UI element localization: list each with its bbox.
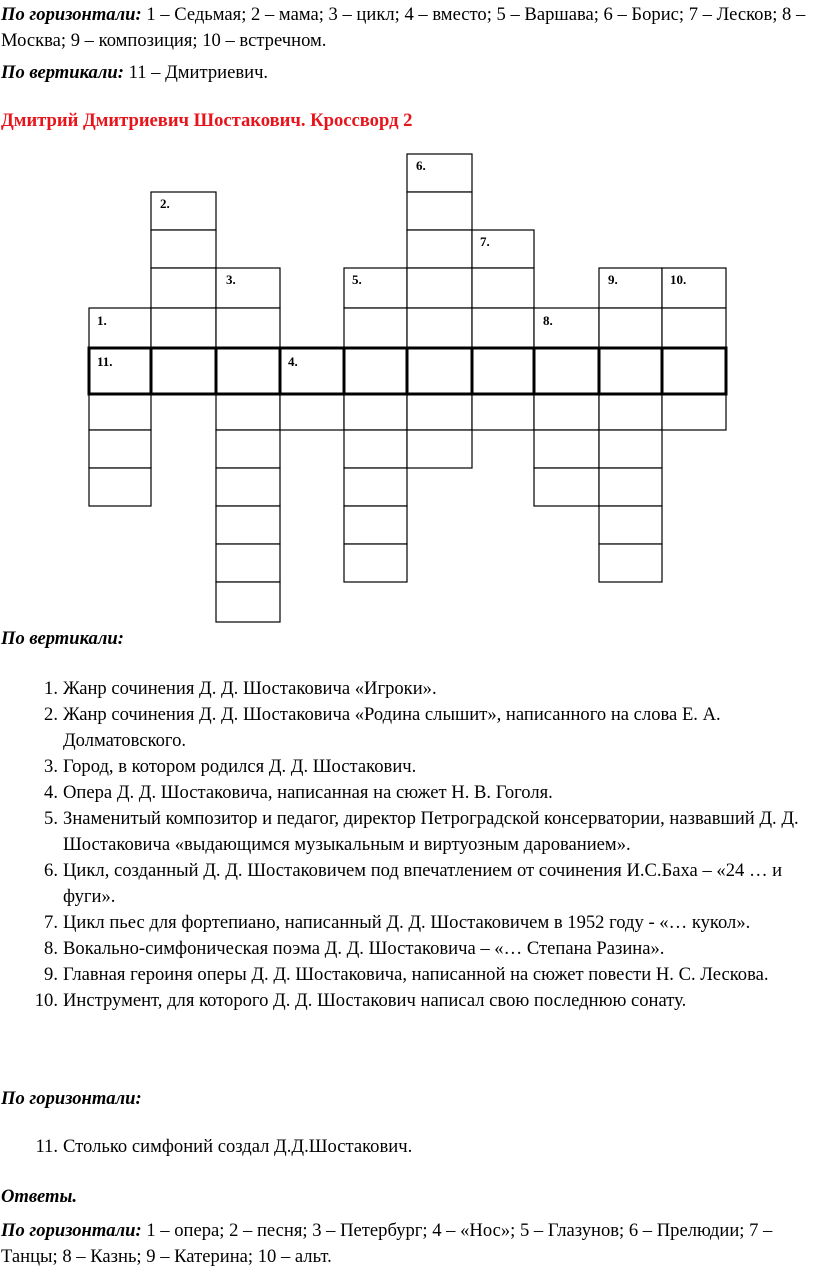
clue-number: 6. (44, 860, 58, 881)
grid-cell[interactable] (662, 394, 726, 430)
answers-horizontal-text: 1 – Седьмая; 2 – мама; 3 – цикл; 4 – вместо; 5 – Варшава; 6 – Борис; 7 – Лесков; 8 – Москва; 9 – композиция; 10 – встречном. (1, 4, 806, 51)
clue-number: 2. (44, 704, 58, 725)
grid-cell[interactable] (216, 506, 280, 544)
clue-number: 11. (35, 1136, 58, 1157)
clue-item (28, 858, 808, 910)
grid-cell[interactable] (472, 394, 534, 430)
grid-cell[interactable] (662, 348, 726, 394)
grid-cell[interactable] (89, 468, 151, 506)
clue-item (28, 988, 808, 1014)
cell-number-1: 1. (97, 313, 107, 328)
clue-text: Жанр сочинения Д. Д. Шостаковича «Родина слышит», написанного на слова Е. А. Долматовского. (63, 704, 721, 751)
answers-paragraph-bottom (1, 1218, 811, 1270)
grid-cell[interactable] (151, 348, 216, 394)
clue-item (28, 702, 808, 754)
cell-number-8: 8. (543, 313, 553, 328)
cell-number-9: 9. (608, 272, 618, 287)
grid-cell[interactable] (407, 268, 472, 308)
cell-number-6: 6. (416, 158, 426, 173)
grid-cell[interactable] (407, 348, 472, 394)
clue-item (28, 910, 808, 936)
crossword-title: Дмитрий Дмитриевич Шостакович. Кроссворд 2 (1, 110, 413, 131)
cell-number-10: 10. (670, 272, 687, 287)
grid-cell[interactable] (599, 430, 662, 468)
clue-text: Вокально-симфоническая поэма Д. Д. Шостаковича – «… Степана Разина». (63, 938, 665, 959)
clue-item (28, 806, 808, 858)
clue-text: Цикл, созданный Д. Д. Шостаковичем под впечатлением от сочинения И.С.Баха – «24 … и фуги». (63, 860, 783, 907)
cell-number-2: 2. (160, 196, 170, 211)
clue-number: 4. (44, 782, 58, 803)
cell-number-5: 5. (352, 272, 362, 287)
clue-text: Опера Д. Д. Шостаковича, написанная на сюжет Н. В. Гоголя. (63, 782, 553, 803)
clue-number: 8. (44, 938, 58, 959)
answers-paragraph-top (1, 2, 811, 54)
clue-text: Инструмент, для которого Д. Д. Шостакович написал свою последнюю сонату. (63, 990, 687, 1011)
grid-cell[interactable] (534, 394, 599, 430)
grid-cell[interactable] (344, 506, 407, 544)
grid-cell[interactable] (662, 308, 726, 348)
clue-item (28, 962, 808, 988)
clue-text: Столько симфоний создал Д.Д.Шостакович. (63, 1136, 413, 1157)
clue-item (28, 1134, 808, 1160)
grid-cell[interactable] (344, 468, 407, 506)
clue-text: Город, в котором родился Д. Д. Шостакович. (63, 756, 417, 777)
grid-cell[interactable] (151, 308, 216, 348)
grid-cell[interactable] (599, 308, 662, 348)
answers-vertical-label: По вертикали: (1, 62, 124, 83)
clue-item (28, 936, 808, 962)
grid-cell[interactable] (216, 468, 280, 506)
answers-horizontal-label: По горизонтали: (1, 4, 142, 25)
clue-number: 1. (44, 678, 58, 699)
grid-cell[interactable] (407, 430, 472, 468)
grid-cell[interactable] (216, 308, 280, 348)
grid-cell[interactable] (344, 430, 407, 468)
grid-cell[interactable] (89, 430, 151, 468)
grid-cell[interactable] (599, 544, 662, 582)
horizontal-clues-list (28, 1134, 808, 1160)
answers-vertical-paragraph (1, 60, 811, 86)
grid-cell[interactable] (534, 348, 599, 394)
cell-number-4: 4. (288, 354, 298, 369)
vertical-clues-list (28, 676, 808, 1014)
cell-number-3: 3. (226, 272, 236, 287)
clue-number: 5. (44, 808, 58, 829)
crossword-grid (0, 150, 816, 630)
grid-cell[interactable] (599, 468, 662, 506)
grid-cell[interactable] (216, 430, 280, 468)
grid-cell[interactable] (216, 582, 280, 622)
grid-cell[interactable] (344, 394, 407, 430)
grid-cell[interactable] (407, 230, 472, 268)
clue-text: Главная героиня оперы Д. Д. Шостаковича, написанной на сюжет повести Н. С. Лескова. (63, 964, 769, 985)
cell-number-7: 7. (480, 234, 490, 249)
grid-cell[interactable] (216, 394, 280, 430)
grid-cell[interactable] (599, 348, 662, 394)
clue-text: Цикл пьес для фортепиано, написанный Д. Д. Шостаковичем в 1952 году - «… кукол». (63, 912, 751, 933)
cell-number-11: 11. (97, 354, 113, 369)
clue-number: 9. (44, 964, 58, 985)
clue-item (28, 676, 808, 702)
grid-cell[interactable] (534, 468, 599, 506)
grid-cell[interactable] (599, 506, 662, 544)
grid-cell[interactable] (151, 230, 216, 268)
grid-cell[interactable] (151, 268, 216, 308)
grid-cell[interactable] (534, 430, 599, 468)
grid-cell[interactable] (472, 268, 534, 308)
answers-heading: Ответы. (1, 1186, 77, 1207)
grid-cell[interactable] (280, 394, 344, 430)
grid-cell[interactable] (407, 308, 472, 348)
grid-cell[interactable] (344, 544, 407, 582)
grid-cell[interactable] (216, 544, 280, 582)
clue-text: Жанр сочинения Д. Д. Шостаковича «Игроки». (63, 678, 437, 699)
clue-text: Знаменитый композитор и педагог, директор Петроградской консерватории, назвавший Д. Д. Шостаковича «выдающимся музыкальным и виртуозным дарованием». (63, 808, 799, 855)
clue-number: 10. (34, 990, 58, 1011)
clue-number: 3. (44, 756, 58, 777)
grid-cell[interactable] (472, 348, 534, 394)
grid-cell[interactable] (407, 394, 472, 430)
vertical-clues-heading: По вертикали: (1, 628, 124, 649)
clue-number: 7. (44, 912, 58, 933)
answers-bottom-label: По горизонтали: (1, 1220, 142, 1241)
grid-cell[interactable] (344, 308, 407, 348)
grid-cell[interactable] (344, 348, 407, 394)
grid-cell[interactable] (216, 348, 280, 394)
grid-cell[interactable] (472, 308, 534, 348)
clue-item (28, 754, 808, 780)
horizontal-clues-heading: По горизонтали: (1, 1088, 142, 1109)
grid-cell[interactable] (89, 394, 151, 430)
grid-cell[interactable] (599, 394, 662, 430)
answers-vertical-text: 11 – Дмитриевич. (123, 62, 269, 83)
clue-item (28, 780, 808, 806)
grid-cell[interactable] (407, 192, 472, 230)
answers-bottom-text: 1 – опера; 2 – песня; 3 – Петербург; 4 – «Нос»; 5 – Глазунов; 6 – Прелюдии; 7 – Танцы; 8 – Казнь; 9 – Катерина; 10 – альт. (1, 1220, 773, 1267)
highlighted-row-11 (89, 348, 726, 394)
